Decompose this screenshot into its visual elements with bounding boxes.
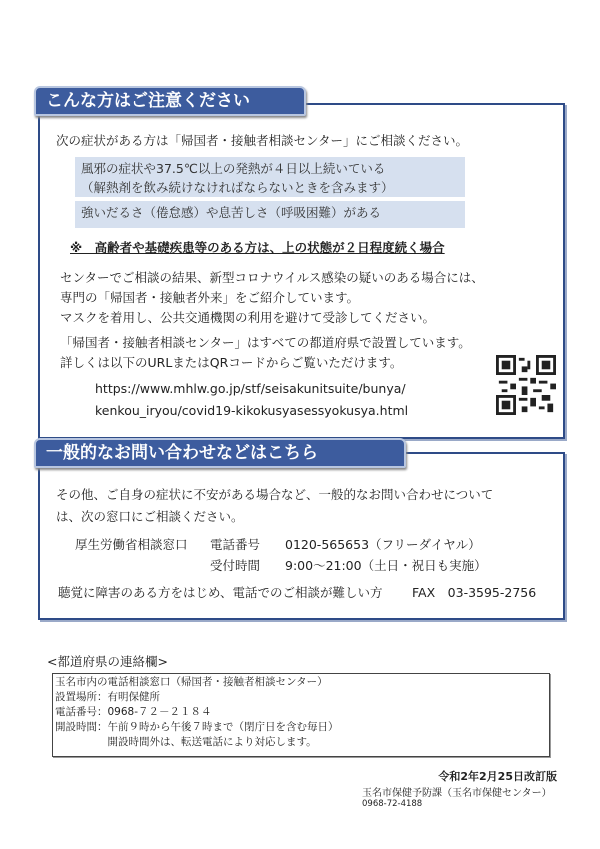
para1-line: マスクを着用し、公共交通機関の利用を避けて受診してください。: [60, 310, 436, 325]
footer-phone: 0968-72-4188: [362, 799, 423, 809]
section2-intro: [56, 484, 493, 528]
contact-box: [52, 673, 550, 757]
hours-label: 受付時間: [210, 558, 261, 573]
contact-line: 玉名市内の電話相談窓口（帰国者・接触者相談センター）: [55, 676, 328, 688]
contact-heading: <都道府県の連絡欄>: [47, 654, 168, 669]
symptom-1-line1: 風邪の症状や37.5℃以上の発熱が４日以上続いている: [81, 161, 386, 176]
section1-para2: [60, 333, 471, 373]
contact-line: 開設時間：午前９時から午後７時まで（閉庁日を含む毎日）: [55, 721, 339, 733]
para2-line: 「帰国者・接触者相談センター」はすべての都道府県で設置しています。: [60, 335, 471, 350]
section1-para1: [60, 268, 484, 328]
url-line[interactable]: https://www.mhlw.go.jp/stf/seisakunitsuite/bunya/: [95, 381, 406, 396]
contact-line: 開設時間外は、転送電話により対応します。: [55, 736, 317, 748]
intro-line: その他、ご自身の症状に不安がある場合など、一般的なお問い合わせについて: [56, 487, 494, 502]
url-line[interactable]: kenkou_iryou/covid19-kikokusyasessyokusya.html: [95, 403, 409, 418]
section1-intro: 次の症状がある方は「帰国者・接触者相談センター」にご相談ください。: [56, 133, 469, 148]
para1-line: 専門の「帰国者・接触者外来」をご紹介しています。: [60, 290, 360, 305]
phone-label: 電話番号: [210, 537, 261, 552]
office-name: 厚生労働省相談窓口: [75, 537, 188, 552]
qr-code-icon[interactable]: [496, 355, 556, 415]
revision-date: 令和2年2月25日改訂版: [438, 770, 557, 783]
symptom-1-line2: （解熱剤を飲み続けなければならないときを含みます）: [81, 180, 394, 195]
contact-line: 電話番号：0968-７２－２１８４: [55, 706, 212, 718]
intro-line: は、次の窓口にご相談ください。: [56, 509, 244, 524]
fax-text: 聴覚に障害のある方をはじめ、電話でのご相談が難しい方: [58, 585, 383, 600]
footer-org: 玉名市保健予防課（玉名市保健センター）: [362, 788, 552, 799]
contact-line: 設置場所：有明保健所: [55, 691, 160, 703]
section2-title: 一般的なお問い合わせなどはこちら: [34, 438, 406, 468]
para2-line: 詳しくは以下のURLまたはQRコードからご覧いただけます。: [60, 355, 403, 370]
fax-number: FAX 03-3595-2756: [412, 585, 537, 600]
symptom-2: 強いだるさ（倦怠感）や息苦しさ（呼吸困難）がある: [75, 201, 465, 228]
hours-value: 9:00～21:00（土日・祝日も実施）: [285, 558, 487, 573]
section1-title: こんな方はご注意ください: [34, 86, 306, 116]
elderly-note: ※ 高齢者や基礎疾患等のある方は、上の状態が２日程度続く場合: [70, 240, 445, 255]
phone-number[interactable]: 0120-565653（フリーダイヤル）: [285, 537, 481, 552]
symptom-1: [75, 157, 465, 197]
para1-line: センターでご相談の結果、新型コロナウイルス感染の疑いのある場合には、: [60, 270, 484, 285]
info-url[interactable]: [95, 378, 408, 422]
